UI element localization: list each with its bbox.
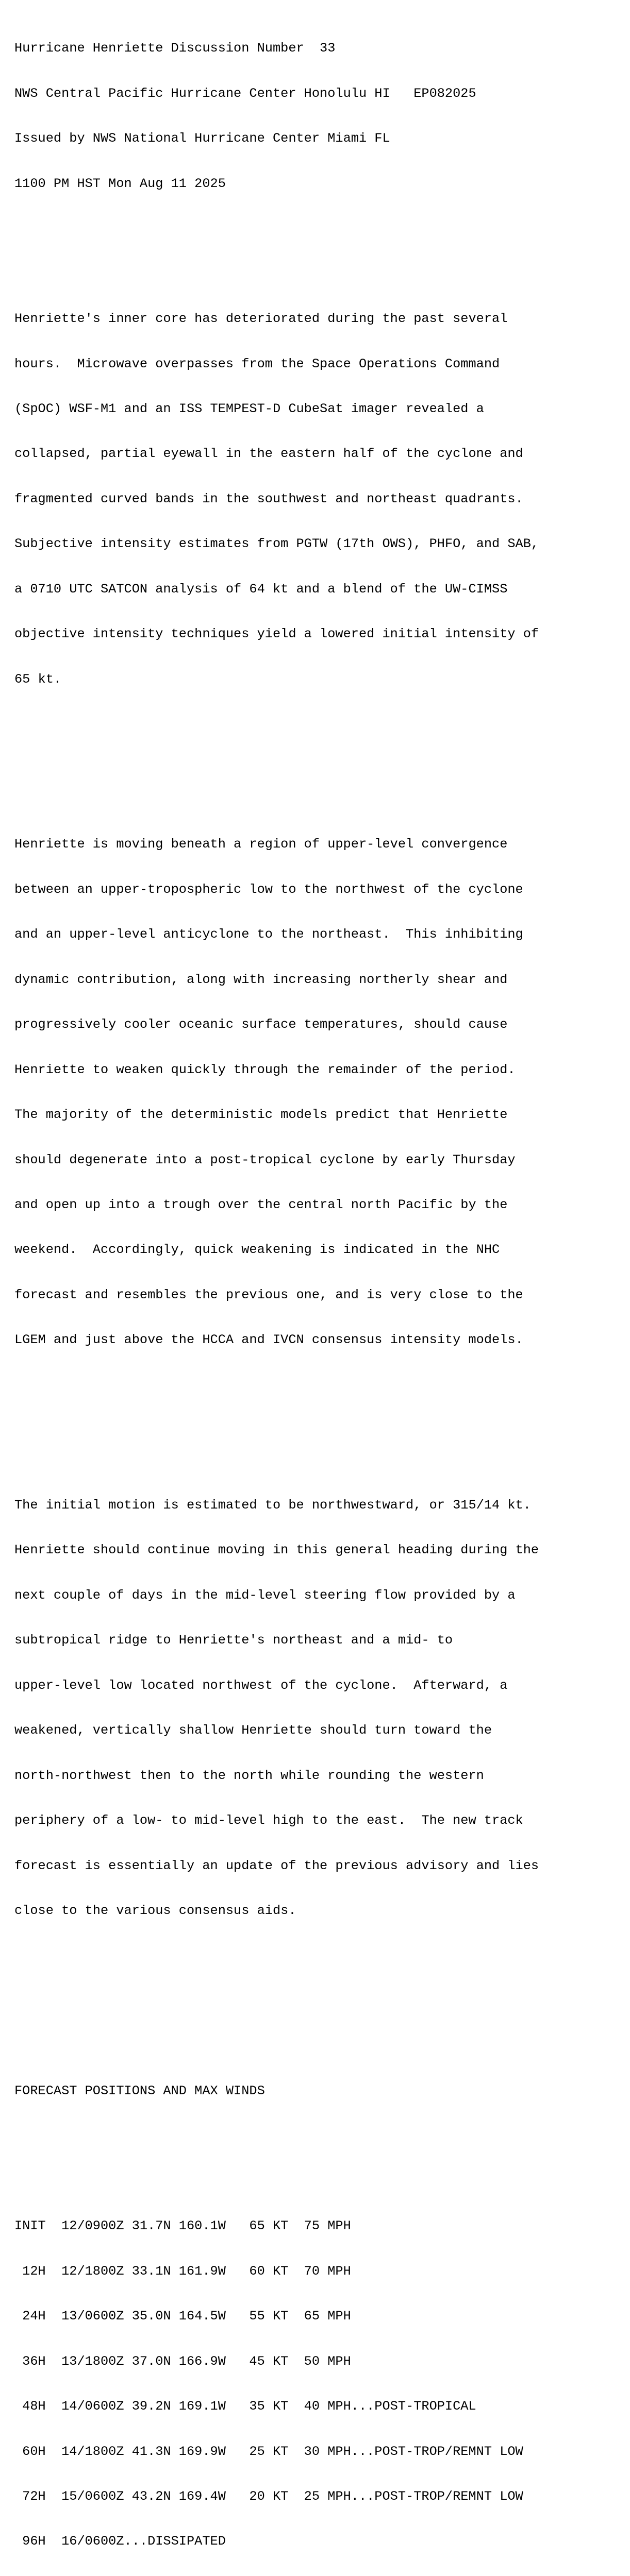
text-line: (SpOC) WSF-M1 and an ISS TEMPEST-D CubeSat imager revealed a <box>14 401 484 416</box>
text-line: and open up into a trough over the central north Pacific by the <box>14 1197 508 1212</box>
text-line: forecast and resembles the previous one, and is very close to the <box>14 1287 523 1302</box>
text-line: weekend. Accordingly, quick weakening is indicated in the NHC <box>14 1242 500 1258</box>
spacer <box>14 747 623 761</box>
text-line: subtropical ridge to Henriette's northeast and a mid- to <box>14 1633 453 1648</box>
text-line: LGEM and just above the HCCA and IVCN consensus intensity models. <box>14 1332 523 1348</box>
forecast-row: 72H 15/0600Z 43.2N 169.4W 20 KT 25 MPH...POST-TROP/REMNT LOW <box>14 2489 523 2504</box>
paragraph-intensity <box>14 281 623 717</box>
text-line: and an upper-level anticyclone to the northeast. This inhibiting <box>14 927 523 942</box>
paragraph-motion <box>14 1468 623 1948</box>
text-line: hours. Microwave overpasses from the Space Operations Command <box>14 356 500 371</box>
forecast-row: 36H 13/1800Z 37.0N 166.9W 45 KT 50 MPH <box>14 2353 351 2369</box>
spacer <box>14 221 623 236</box>
forecast-heading: FORECAST POSITIONS AND MAX WINDS <box>14 2083 265 2098</box>
forecast-row: 12H 12/1800Z 33.1N 161.9W 60 KT 70 MPH <box>14 2263 351 2279</box>
text-line: weakened, vertically shallow Henriette should turn toward the <box>14 1723 492 1738</box>
forecast-row: 96H 16/0600Z...DISSIPATED <box>14 2534 226 2549</box>
text-line: close to the various consensus aids. <box>14 1903 296 1919</box>
text-line: periphery of a low- to mid-level high to the east. The new track <box>14 1813 523 1828</box>
text-line: Subjective intensity estimates from PGTW (17th OWS), PHFO, and SAB, <box>14 536 539 552</box>
spacer <box>14 2128 623 2143</box>
text-line: north-northwest then to the north while rounding the western <box>14 1768 484 1783</box>
text-line: forecast is essentially an update of the previous advisory and lies <box>14 1858 539 1873</box>
paragraph-environment <box>14 807 623 1378</box>
text-line: dynamic contribution, along with increasing northerly shear and <box>14 972 508 987</box>
text-line: fragmented curved bands in the southwest and northeast quadrants. <box>14 491 523 506</box>
text-line: Henriette should continue moving in this general heading during the <box>14 1543 539 1558</box>
text-line: objective intensity techniques yield a lowered initial intensity of <box>14 626 539 642</box>
text-line: upper-level low located northwest of the cyclone. Afterward, a <box>14 1677 508 1693</box>
text-line: next couple of days in the mid-level steering flow provided by a <box>14 1587 516 1603</box>
spacer <box>14 1978 623 1993</box>
issued-by: Issued by NWS National Hurricane Center Miami FL <box>14 131 390 146</box>
spacer <box>14 2023 623 2038</box>
text-line: Henriette's inner core has deteriorated during the past several <box>14 311 508 327</box>
forecast-row: INIT 12/0900Z 31.7N 160.1W 65 KT 75 MPH <box>14 2218 351 2234</box>
text-line: progressively cooler oceanic surface temperatures, should cause <box>14 1017 508 1032</box>
text-line: The initial motion is estimated to be northwestward, or 315/14 kt. <box>14 1498 531 1513</box>
text-line: Henriette to weaken quickly through the remainder of the period. <box>14 1062 516 1077</box>
forecast-table <box>14 2189 623 2576</box>
discussion-document <box>14 11 623 2576</box>
spacer <box>14 1408 623 1422</box>
forecast-row: 60H 14/1800Z 41.3N 169.9W 25 KT 30 MPH...POST-TROP/REMNT LOW <box>14 2444 523 2459</box>
discussion-title: Hurricane Henriette Discussion Number 33 <box>14 41 336 56</box>
text-line: collapsed, partial eyewall in the eastern half of the cyclone and <box>14 446 523 462</box>
text-line: should degenerate into a post-tropical cyclone by early Thursday <box>14 1152 516 1167</box>
text-line: The majority of the deterministic models predict that Henriette <box>14 1107 508 1123</box>
forecast-row: 24H 13/0600Z 35.0N 164.5W 55 KT 65 MPH <box>14 2309 351 2324</box>
issue-datetime: 1100 PM HST Mon Aug 11 2025 <box>14 176 226 191</box>
text-line: a 0710 UTC SATCON analysis of 64 kt and a blend of the UW-CIMSS <box>14 581 508 597</box>
forecast-row: 48H 14/0600Z 39.2N 169.1W 35 KT 40 MPH...POST-TROPICAL <box>14 2399 476 2414</box>
text-line: 65 kt. <box>14 671 62 687</box>
text-line: Henriette is moving beneath a region of upper-level convergence <box>14 837 508 852</box>
text-line: between an upper-tropospheric low to the northwest of the cyclone <box>14 882 523 897</box>
issuing-office: NWS Central Pacific Hurricane Center Honolulu HI EP082025 <box>14 86 476 101</box>
